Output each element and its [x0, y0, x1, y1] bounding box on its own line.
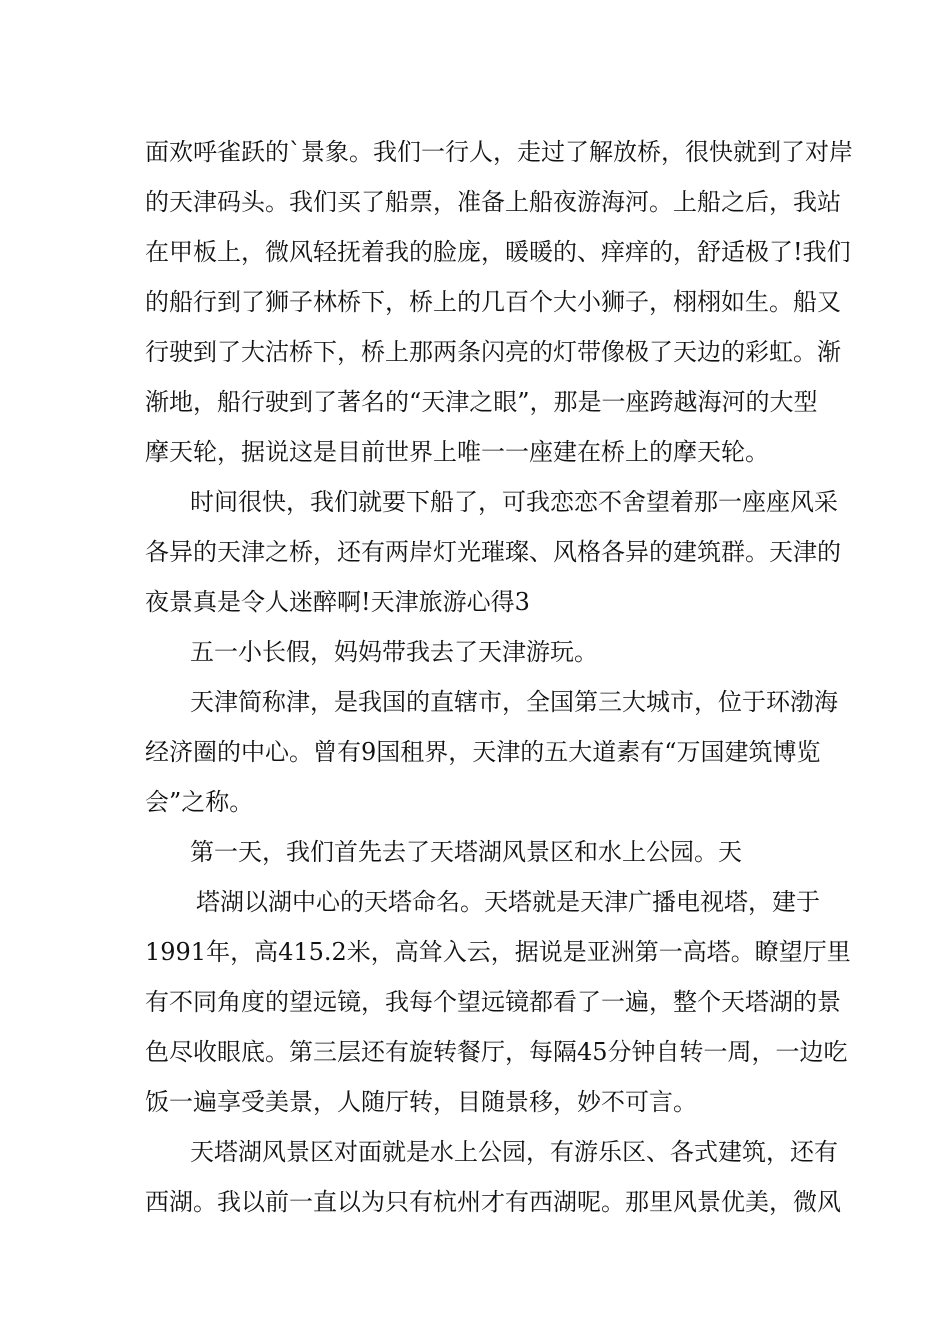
text-line: 色尽收眼底。第三层还有旋转餐厅，每隔45分钟自转一周，一边吃: [145, 1038, 848, 1066]
text-line: 经济圈的中心。曾有9国租界，天津的五大道素有“万国建筑博览: [145, 738, 821, 766]
text-line: 的天津码头。我们买了船票，准备上船夜游海河。上船之后，我站: [145, 188, 841, 216]
text-line: 天津简称津，是我国的直辖市，全国第三大城市，位于环渤海: [190, 688, 838, 716]
text-line: 行驶到了大沽桥下，桥上那两条闪亮的灯带像极了天边的彩虹。渐: [145, 338, 841, 366]
text-line: 摩天轮，据说这是目前世界上唯一一座建在桥上的摩天轮。: [145, 438, 769, 466]
text-line: 1991年，高415.2米，高耸入云，据说是亚洲第一高塔。瞭望厅里: [145, 938, 851, 966]
text-line: 第一天，我们首先去了天塔湖风景区和水上公园。天: [190, 838, 742, 866]
text-line: 在甲板上，微风轻抚着我的脸庞，暖暖的、痒痒的，舒适极了!我们: [145, 238, 851, 266]
text-line: 时间很快，我们就要下船了，可我恋恋不舍望着那一座座风采: [190, 488, 838, 516]
text-line: 有不同角度的望远镜，我每个望远镜都看了一遍，整个天塔湖的景: [145, 988, 841, 1016]
text-line: 夜景真是令人迷醉啊!天津旅游心得3: [145, 588, 530, 616]
text-line: 天塔湖风景区对面就是水上公园，有游乐区、各式建筑，还有: [190, 1138, 838, 1166]
text-line: 渐地，船行驶到了著名的“天津之眼”，那是一座跨越海河的大型: [145, 388, 818, 416]
text-line: 各异的天津之桥，还有两岸灯光璀璨、风格各异的建筑群。天津的: [145, 538, 841, 566]
text-line: 五一小长假，妈妈带我去了天津游玩。: [190, 638, 598, 666]
text-line: 西湖。我以前一直以为只有杭州才有西湖呢。那里风景优美，微风: [145, 1188, 841, 1216]
text-line: 的船行到了狮子林桥下，桥上的几百个大小狮子，栩栩如生。船又: [145, 288, 841, 316]
text-line: 塔湖以湖中心的天塔命名。天塔就是天津广播电视塔，建于: [196, 888, 820, 916]
text-line: 会”之称。: [145, 788, 254, 816]
text-line: 饭一遍享受美景，人随厅转，目随景移，妙不可言。: [145, 1088, 697, 1116]
text-line: 面欢呼雀跃的`景象。我们一行人，走过了解放桥，很快就到了对岸: [145, 138, 853, 166]
